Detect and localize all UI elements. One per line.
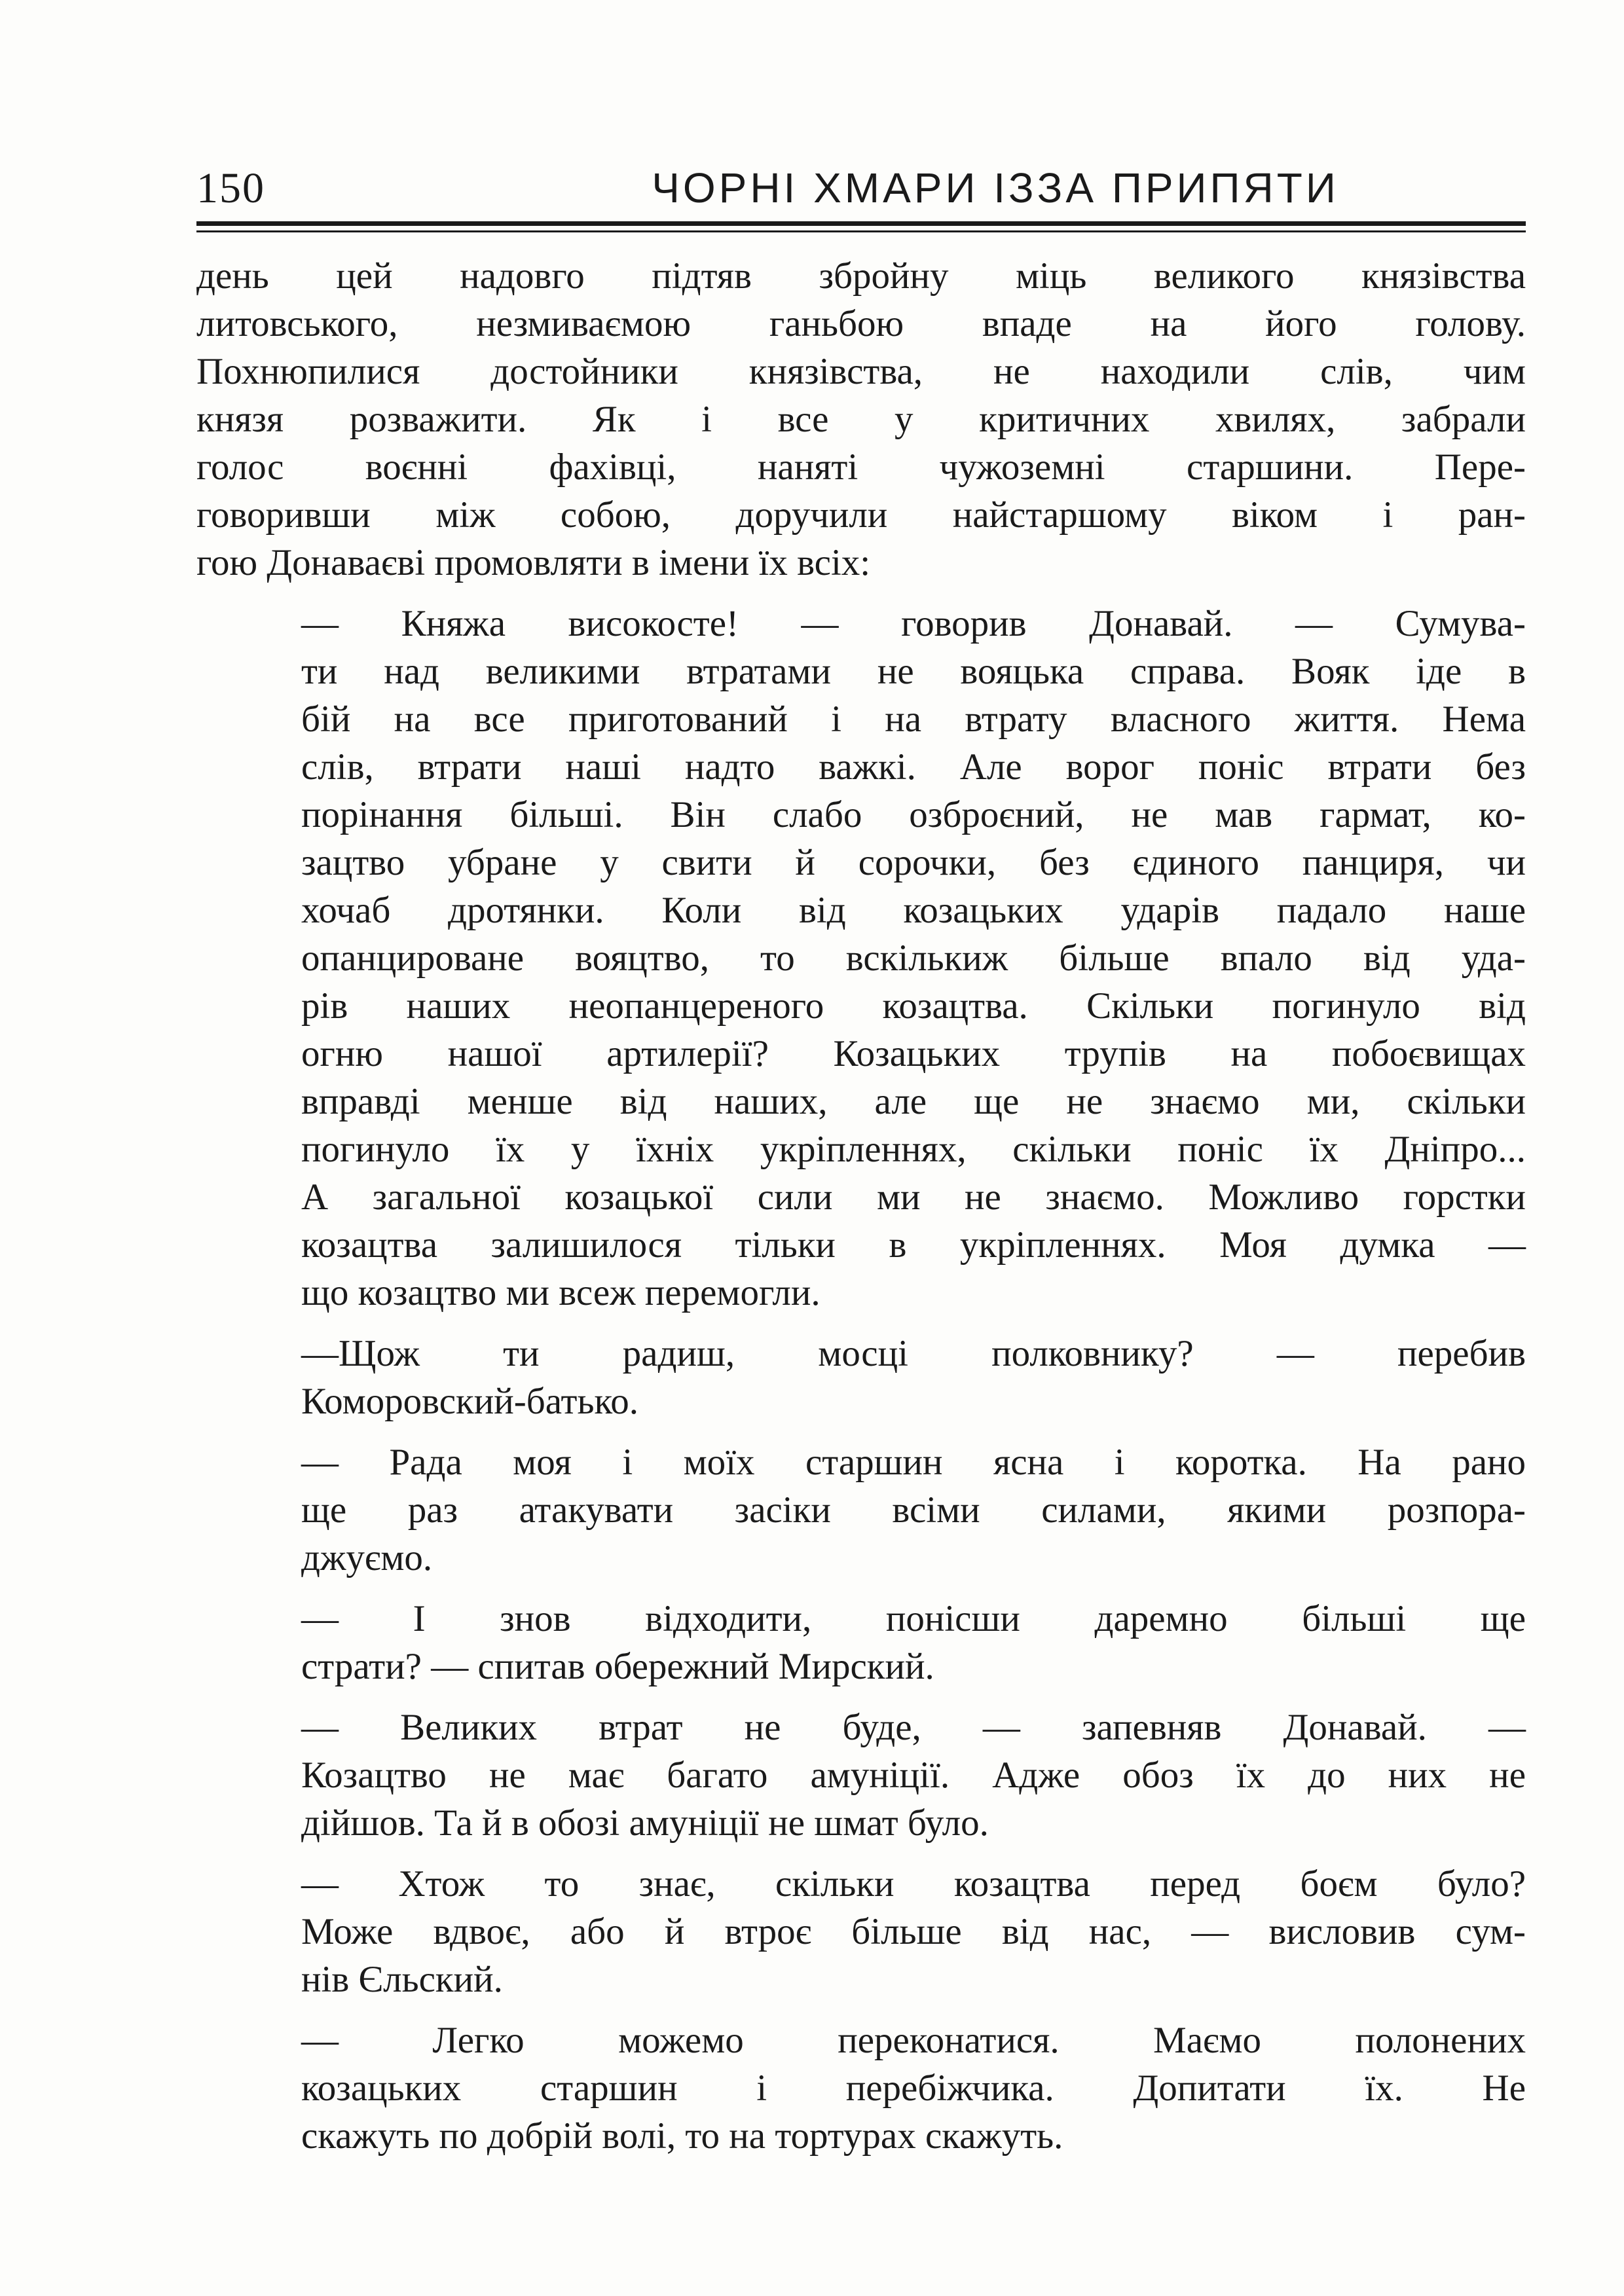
body-text — [196, 252, 1526, 2173]
text-line: — І знов відходити, понісши даремно більші ще — [301, 1598, 1526, 1639]
text-line: страти? — спитав обережний Мирский. — [301, 1646, 934, 1687]
book-title: ЧОРНІ ХМАРИ ІЗЗА ПРИПЯТИ — [652, 164, 1339, 211]
paragraph — [196, 1330, 1526, 1425]
text-line: ще раз атакувати засіки всіми силами, якими розпора- — [301, 1489, 1526, 1531]
text-line: литовського, незмиваємою ганьбою впаде на його голову. — [196, 303, 1526, 344]
text-line: князя розважити. Як і все у критичних хвилях, забрали — [196, 399, 1526, 440]
paragraph — [196, 252, 1526, 587]
text-line: хочаб дротянки. Коли від козацьких ударів падало наше — [301, 890, 1526, 931]
text-line: Може вдвоє, або й втроє більше від нас, — висловив сум- — [301, 1911, 1526, 1952]
text-line: голос воєнні фахівці, наняті чужоземні старшини. Пере- — [196, 446, 1526, 488]
paragraph — [196, 1438, 1526, 1582]
text-line: день цей надовго підтяв збройну міць великого князівства — [196, 255, 1526, 297]
text-line: —Щож ти радиш, мосці полковнику? — перебив — [301, 1333, 1526, 1374]
text-line: зацтво убране у свити й сорочки, без єдиного панциря, чи — [301, 842, 1526, 883]
text-line: погинуло їх у їхніх укріпленнях, скільки поніс їх Дніпро... — [301, 1129, 1526, 1170]
text-line: рів наших неопанцереного козацтва. Скільки погинуло від — [301, 985, 1526, 1027]
text-line: козацтва залишилося тільки в укріпленнях. Моя думка — — [301, 1224, 1526, 1266]
text-line: слів, втрати наші надто важкі. Але ворог поніс втрати без — [301, 746, 1526, 788]
text-line: нів Єльский. — [301, 1959, 503, 2000]
paragraph — [196, 1704, 1526, 1847]
text-line: Козацтво не має багато амуніції. Адже обоз їх до них не — [301, 1755, 1526, 1796]
text-line: — Рада моя і моїх старшин ясна і коротка. На рано — [301, 1442, 1526, 1483]
running-header — [196, 164, 1519, 216]
text-line: Похнюпилися достойники князівства, не находили слів, чим — [196, 351, 1526, 392]
text-line: — Хтож то знає, скільки козацтва перед боєм було? — [301, 1863, 1526, 1904]
paragraph — [196, 2016, 1526, 2160]
text-line: порінання більші. Він слабо озброєний, не мав гармат, ко- — [301, 794, 1526, 835]
text-line: ти над великими втратами не вояцька справа. Вояк іде в — [301, 651, 1526, 692]
text-line: дійшов. Та й в обозі амуніції не шмат було. — [301, 1802, 989, 1844]
text-line: бій на все приготований і на втрату власного життя. Нема — [301, 699, 1526, 740]
header-rule-thin — [196, 230, 1526, 232]
text-line: гою Донаваєві промовляти в імени їх всіх: — [196, 542, 871, 583]
text-line: говоривши між собою, доручили найстаршому віком і ран- — [196, 494, 1526, 536]
text-line: опанцироване вояцтво, то вскількиж більше впало від уда- — [301, 938, 1526, 979]
text-line: джуємо. — [301, 1537, 433, 1578]
text-line: — Великих втрат не буде, — запевняв Донавай. — — [301, 1707, 1526, 1748]
text-line: скажуть по добрій волі, то на тортурах скажуть. — [301, 2115, 1063, 2157]
paragraph — [196, 1595, 1526, 1690]
text-line: — Легко можемо переконатися. Маємо полонених — [301, 2020, 1526, 2061]
text-line: Коморовский-батько. — [301, 1381, 639, 1422]
text-line: А загальної козацької сили ми не знаємо. Можливо горстки — [301, 1176, 1526, 1218]
text-line: вправді менше від наших, але ще не знаємо ми, скільки — [301, 1081, 1526, 1122]
text-line: огню нашої артилерії? Козацьких трупів на побоєвищах — [301, 1033, 1526, 1074]
paragraph — [196, 600, 1526, 1317]
page-number: 150 — [196, 164, 265, 212]
paragraph — [196, 1860, 1526, 2003]
text-line: — Княжа високосте! — говорив Донавай. — Сумува- — [301, 603, 1526, 644]
header-rule-thick — [196, 221, 1526, 226]
text-line: козацьких старшин і перебіжчика. Допитати їх. Не — [301, 2068, 1526, 2109]
text-line: що козацтво ми всеж перемогли. — [301, 1272, 821, 1313]
